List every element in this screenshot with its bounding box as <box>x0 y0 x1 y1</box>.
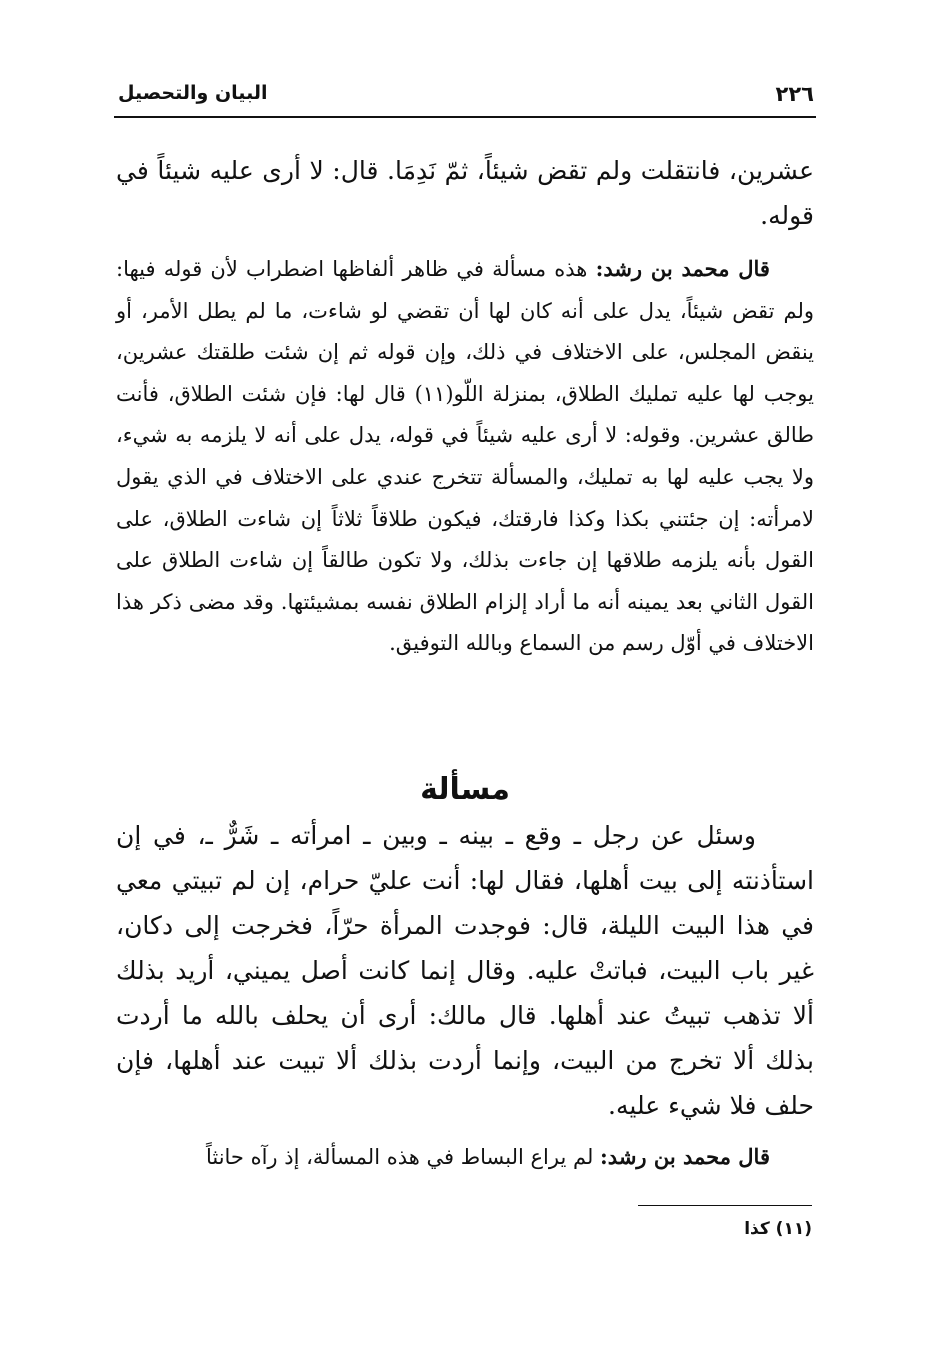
paragraph-text: عشرين، فانتقلت ولم تقض شيئاً، ثمّ نَدِمَا. قال: لا أرى عليه شيئاً في قوله. <box>116 156 814 230</box>
paragraph-commentary <box>116 248 814 665</box>
footnote: (١١) كذا <box>744 1219 812 1239</box>
paragraph-text: وسئل عن رجل ـ وقع ـ بينه ـ وبين ـ امرأته ـ شَرٌّ ـ، في إن استأذنته إلى بيت أهلها، فقال لها: أنت عليّ حرام، إن لم تبيتي معي في هذا البيت الليلة، قال: فوجدت المرأة حرّاً، فخرجت إلى دكان، غير باب البيت، فباتتْ عليه. وقال إنما كانت أصل يميني، أريد بذلك ألا تذهب تبيتُ عند أهلها. قال مالك: أرى أن يحلف بالله ما أردت بذلك ألا تخرج من البيت، وإنما أردت بذلك ألا تبيت عند أهلها، فإن حلف فلا شيء عليه. <box>116 821 814 1120</box>
paragraph-commentary-2 <box>116 1136 814 1179</box>
speaker-label: قال محمد بن رشد: <box>595 256 770 281</box>
page-number: ٢٢٦ <box>775 82 814 106</box>
speaker-label: قال محمد بن رشد: <box>600 1144 770 1169</box>
paragraph-continuation <box>116 148 814 238</box>
paragraph-question <box>116 813 814 1128</box>
running-head <box>118 80 814 114</box>
paragraph-text: هذه مسألة في ظاهر ألفاظها اضطراب لأن قوله فيها: ولم تقض شيئاً، يدل على أنه كان لها أن تقضي لو شاءت، ما لم يطل الأمر، أو ينقض المجلس، على الاختلاف في ذلك، وإن قوله ثم إن شئت طلقتك عشرين، يوجب لها عليه تمليك الطلاق، بمنزلة اللّو(١١) قال لها: فإن شئت الطلاق، فأنت طالق عشرين. وقوله: لا أرى عليه شيئاً في قوله، يدل على أنه لا يلزمه به شيء، ولا يجب عليه لها به تمليك، والمسألة تتخرج عندي على الاختلاف في الذي يقول لامرأته: إن جئتني بكذا وكذا فارقتك، فيكون طلاقاً ثلاثاً إن شاءت الطلاق، على القول بأنه يلزمه طلاقها إن جاءت بذلك، ولا تكون طالقاً إن شاءت الطلاق على القول الثاني بعد يمينه أنه ما أراد إلزام الطلاق نفسه بمشيئتها. وقد مضى ذكر هذا الاختلاف في أوّل رسم من السماع وبالله التوفيق. <box>116 257 814 656</box>
book-title: البيان والتحصيل <box>118 82 268 104</box>
section-heading: مسألة <box>420 772 510 807</box>
paragraph-text: لم يراع البساط في هذه المسألة، إذ رآه حانثاً <box>205 1145 594 1169</box>
footnote-rule <box>638 1205 812 1206</box>
header-rule <box>114 116 816 118</box>
